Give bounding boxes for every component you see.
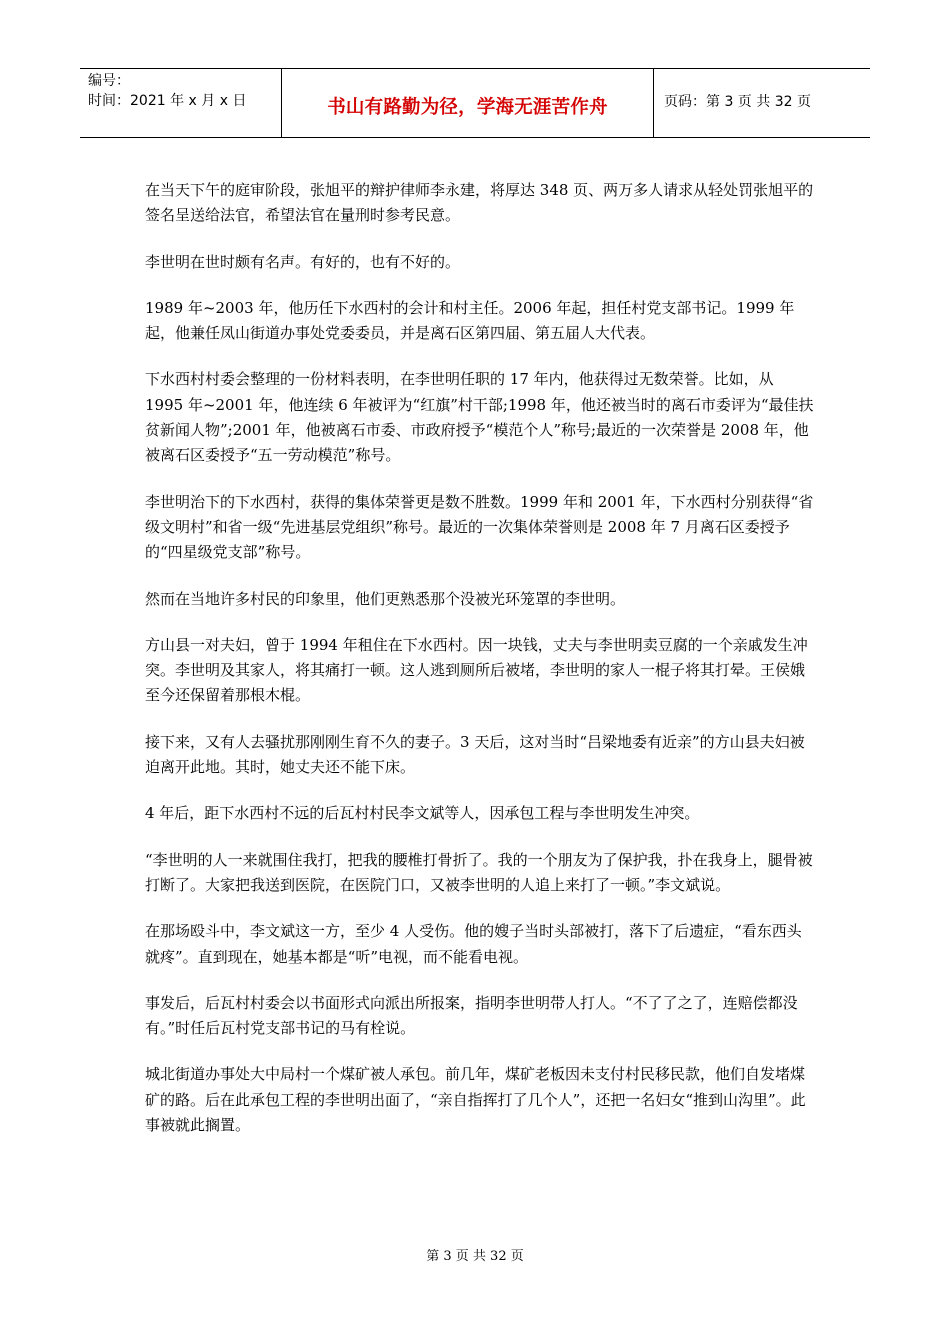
paragraph: 事发后，后瓦村村委会以书面形式向派出所报案，指明李世明带人打人。“不了了之了，连赔偿都没有。”时任后瓦村党支部书记的马有栓说。 — [145, 993, 798, 1038]
paragraph: “李世明的人一来就围住我打，把我的腰椎打骨折了。我的一个朋友为了保护我，扑在我身上，腿骨被打断了。大家把我送到医院，在医院门口，又被李世明的人追上来打了一顿。”李文斌说。 — [145, 850, 813, 894]
paragraph: 然而在当地许多村民的印象里，他们更熟悉那个没被光环笼罩的李世明。 — [145, 589, 626, 608]
paragraph: 下水西村村委会整理的一份材料表明，在李世明任职的 17 年内，他获得过无数荣誉。比如，从 1995 年~2001 年，他连续 6 年被评为“红旗”村干部;1998 年，他还被当时的离石市委评为“最佳扶贫新闻人物”;2001 年，他被离石市委、市政府授予“模范个人”称号;最近的一次荣誉是 2008 年，他被离石区委授予“五一劳动模范”称号。 — [145, 370, 814, 465]
page-header — [80, 68, 870, 138]
document-number-label: 编号： — [88, 73, 130, 89]
document-body — [145, 178, 815, 1159]
document-time-label: 时间：2021 年 x 月 x 日 — [88, 93, 247, 109]
paragraph: 城北街道办事处大中局村一个煤矿被人承包。前几年，煤矿老板因未支付村民移民款，他们自发堵煤矿的路。后在此承包工程的李世明出面了，“亲自指挥打了几个人”，还把一名妇女“推到山沟里”。此事被就此搁置。 — [145, 1065, 806, 1135]
paragraph: 在那场殴斗中，李文斌这一方，至少 4 人受伤。他的嫂子当时头部被打，落下了后遗症，“看东西头就疼”。直到现在，她基本都是“听”电视，而不能看电视。 — [145, 922, 802, 966]
paragraph: 在当天下午的庭审阶段，张旭平的辩护律师李永建，将厚达 348 页、两万多人请求从轻处罚张旭平的签名呈送给法官，希望法官在量刑时参考民意。 — [145, 181, 814, 225]
paragraph: 4 年后，距下水西村不远的后瓦村村民李文斌等人，因承包工程与李世明发生冲突。 — [145, 804, 700, 823]
paragraph: 方山县一对夫妇，曾于 1994 年租住在下水西村。因一块钱，丈夫与李世明卖豆腐的一个亲戚发生冲突。李世明及其家人，将其痛打一顿。这人逃到厕所后被堵，李世明的家人一棍子将其打晕。王侯娥至今还保留着那根木棍。 — [145, 635, 808, 705]
header-meta — [80, 69, 282, 137]
paragraph: 李世明治下的下水西村，获得的集体荣誉更是数不胜数。1999 年和 2001 年，下水西村分别获得“省级文明村”和省一级“先进基层党组织”称号。最近的一次集体荣誉则是 2008 年 7 月离石区委授予的“四星级党支部”称号。 — [145, 492, 814, 562]
paragraph: 接下来，又有人去骚扰那刚刚生育不久的妻子。3 天后，这对当时“吕梁地委有近亲”的方山县夫妇被迫离开此地。其时，她丈夫还不能下床。 — [145, 732, 805, 777]
page-footer: 第 3 页 共 32 页 — [426, 1249, 524, 1264]
paragraph: 1989 年~2003 年，他历任下水西村的会计和村主任。2006 年起，担任村党支部书记。1999 年起，他兼任凤山街道办事处党委委员，并是离石区第四届、第五届人大代表。 — [145, 298, 795, 343]
header-motto: 书山有路勤为径，学海无涯苦作舟 — [282, 69, 654, 137]
paragraph: 李世明在世时颇有名声。有好的，也有不好的。 — [145, 252, 461, 271]
header-page-number: 页码：第 3 页 共 32 页 — [664, 94, 811, 110]
